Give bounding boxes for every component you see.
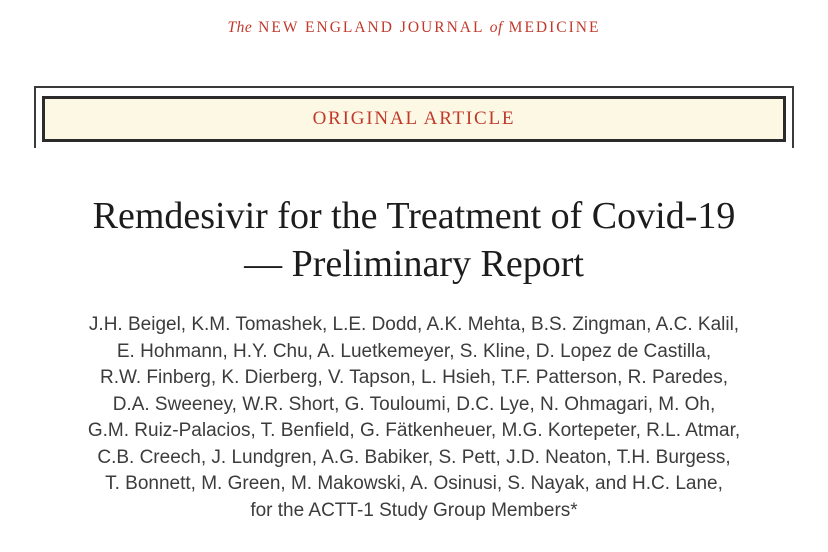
article-type-label: ORIGINAL ARTICLE — [312, 108, 516, 129]
masthead-name-part-1: NEW ENGLAND JOURNAL — [258, 19, 484, 36]
title-line-1: Remdesivir for the Treatment of Covid-19 — [92, 195, 736, 237]
journal-masthead — [0, 16, 828, 40]
author-line: T. Bonnett, M. Green, M. Makowski, A. Osinusi, S. Nayak, and H.C. Lane, — [105, 473, 723, 494]
title-line-2: — Preliminary Report — [244, 243, 584, 285]
author-line: for the ACTT-1 Study Group Members* — [250, 499, 578, 521]
author-line: C.B. Creech, J. Lundgren, A.G. Babiker, S. Pett, J.D. Neaton, T.H. Burgess, — [97, 446, 731, 468]
article-title — [0, 192, 828, 288]
author-line: R.W. Finberg, K. Dierberg, V. Tapson, L. Hsieh, T.F. Patterson, R. Paredes, — [99, 367, 728, 388]
author-list — [0, 312, 828, 524]
masthead-name-part-2: MEDICINE — [508, 19, 601, 36]
author-line: D.A. Sweeney, W.R. Short, G. Touloumi, D.C. Lye, N. Ohmagari, M. Oh, — [112, 393, 716, 415]
article-type-banner — [42, 96, 786, 142]
author-line: E. Hohmann, H.Y. Chu, A. Luetkemeyer, S. Kline, D. Lopez de Castilla, — [116, 340, 712, 362]
masthead-the: The — [227, 19, 253, 36]
masthead-of: of — [489, 19, 503, 36]
author-line: J.H. Beigel, K.M. Tomashek, L.E. Dodd, A.K. Mehta, B.S. Zingman, A.C. Kalil, — [88, 314, 740, 335]
author-line: G.M. Ruiz-Palacios, T. Benfield, G. Fätkenheuer, M.G. Kortepeter, R.L. Atmar, — [87, 420, 741, 441]
